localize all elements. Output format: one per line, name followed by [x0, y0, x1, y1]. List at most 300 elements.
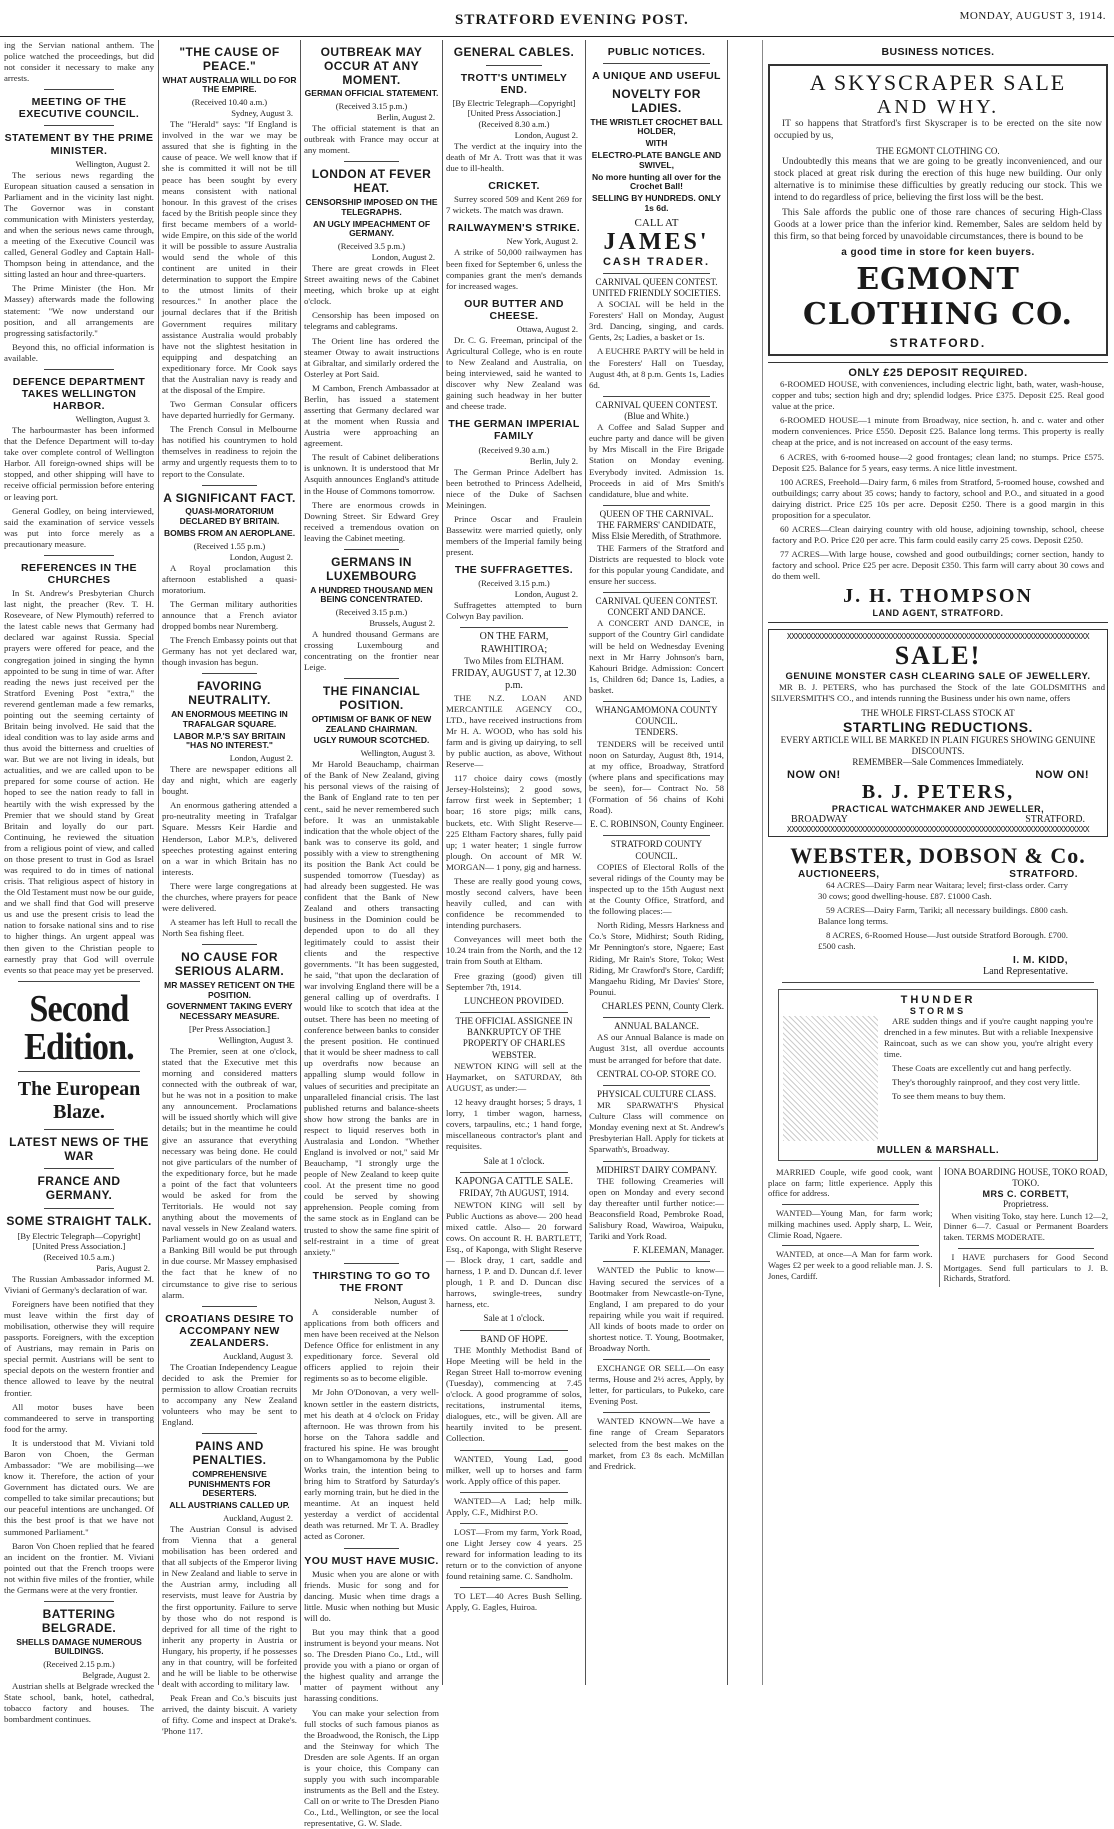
divider: [460, 1450, 568, 1451]
article-text: Beyond this, no official information is available.: [4, 341, 154, 363]
ad-note: LUNCHEON PROVIDED.: [464, 995, 564, 1006]
second-edition-banner: Second Edition.: [24, 987, 134, 1068]
classified-ad: I HAVE purchasers for Good Second Mortgages. Send full particulars to J. B. Richards, Stratford.: [943, 1251, 1108, 1284]
classified-ad: LOST—From my farm, York Road, one Light Jersey cow 4 years. 25 reward for information leading to its return or to the conviction of anyone found retaining same. C. Sandholm.: [446, 1526, 582, 1582]
ad-text: 8 ACRES, 6-Roomed House—Just outside Stratford Borough. £700. £500 cash.: [818, 929, 1068, 951]
small-ads-right: [939, 1167, 1109, 1287]
headline: FAVORING NEUTRALITY.: [188, 679, 271, 708]
divider: [603, 1412, 710, 1413]
ad-heading: A SKYSCRAPER SALE: [809, 70, 1067, 96]
headline: THE GERMAN IMPERIAL FAMILY: [448, 418, 580, 443]
divider: [202, 1433, 257, 1434]
divider: [603, 273, 710, 274]
received-time: (Received 10.5 a.m.): [43, 1251, 115, 1262]
now-on-label: NOW ON!: [787, 768, 841, 781]
firm-subtitle: [768, 869, 1108, 880]
ad-text: These are really good young cows, mostly second calvers, have been heavily culled, and can with confidence be recommended to intending purchasers.: [446, 875, 582, 931]
ad-subheading: CONCERT AND DANCE.: [607, 607, 706, 618]
ad-heading: THUNDER: [900, 993, 976, 1006]
received-time: (Received 3.15 p.m.): [335, 607, 408, 618]
ad-heading: CARNIVAL QUEEN CONTEST.: [595, 276, 718, 287]
divider: [202, 944, 257, 945]
divider: [958, 1248, 1095, 1249]
ad-text: NEWTON KING will sell at the Haymarket, on SATURDAY, 8th AUGUST, as under:—: [446, 1060, 582, 1094]
subheadline: SHELLS DAMAGE NUMEROUS BUILDINGS.: [16, 1636, 142, 1657]
headline-european-blaze: The European Blaze.: [17, 1077, 141, 1123]
subheadline: UGLY RUMOUR SCOTCHED.: [313, 735, 430, 746]
divider: [18, 981, 140, 982]
divider: [782, 1204, 919, 1205]
article-text: Mr Harold Beauchamp, chairman of the Bank of New Zealand, giving his personal views of the raising of the Bank of England rate to ten per cent., said he never remembered such before. It was an unmistakable indication that the whole object of the bank was to conserve its gold, and possibly with a view to strengthening its position the Bank Act could be suspended tomorrow (Tuesday) as had already been suggested. He was confident that the Bank of New Zealand and others transacting business in the Dominion could be depended upon to do all they legitimately could to assist their clients and the respective governments. "It has been suggested, he said, "that upon the declaration of war involving England there will be a general calling up of overdrafts. I would like to scotch that idea at the outset. There has been no meeting of conference between banks to consider the present position. He continued that it would be sheer madness to call up overdrafts now because an appalling slump would follow in values of securities and precipitate an unparalleled financial crisis. The last published returns and balance-sheets show how strong the banks are in respect to liquid reserves both in Australasia and London. "Whether England is involved or not," said Mr Beauchamp, "I strongly urge the people of New Zealand to keep quite cool. At the present time no good could be served by showing apprehension. People coming from the same stock as in England can be trusted to show the same fine spirit of self-restraint in a time of great anxiety.": [304, 759, 439, 1257]
ad-brand: B. J. PETERS,: [861, 780, 1015, 803]
ad-date: FRIDAY, AUGUST 7, at 12.30 p.m.: [451, 667, 577, 692]
ad-heading: QUEEN OF THE CARNIVAL.: [599, 508, 714, 519]
subheadline: CENSORSHIP IMPOSED ON THE TELEGRAPHS.: [305, 196, 438, 217]
dateline: Wellington, August 2.: [75, 158, 150, 169]
dateline: London, August 2.: [371, 252, 435, 263]
divider: [344, 161, 399, 162]
received-time: (Received 3.15 p.m.): [335, 101, 408, 112]
headline: BATTERING BELGRADE.: [41, 1606, 117, 1635]
dateline: Ottawa, August 2.: [516, 323, 578, 334]
article-text: Suffragettes attempted to burn Colwyn Bay pavilion.: [446, 600, 582, 622]
ad-heading: A UNIQUE AND USEFUL: [592, 70, 721, 83]
ad-text: COPIES of Electoral Rolls of the several ridings of the County may be inspected up to the 15th August next at the County Office, Stratford, and the following places:—: [589, 861, 724, 917]
divider: [44, 125, 114, 126]
ad-text: EVERY ARTICLE WILL BE MARKED IN PLAIN FIGURES SHOWING GENUINE DISCOUNTS.: [780, 734, 1096, 757]
headline: RAILWAYMEN'S STRIKE.: [447, 222, 581, 235]
article-text: The serious news regarding the European situation caused a sensation in Parliament and in the vicinity last night. The Governor was in constant communication with Ministers yesterday, and when the serious news came through, a meeting of the Executive Council was called, General Godley and Captain Hall-Thompson being in attendance, and the sitting lasted an hour and three-quarters.: [4, 169, 154, 280]
ad-subheading: GENUINE MONSTER CASH CLEARING SALE OF JEWELLERY.: [785, 671, 1091, 683]
ad-heading: BAND OF HOPE.: [480, 1333, 548, 1344]
headline: CRICKET.: [488, 180, 540, 193]
ad-text: THE WHOLE FIRST-CLASS STOCK AT: [861, 707, 1015, 718]
ad-list: 12 heavy draught horses; 5 drays, 1 lorry, 1 timber wagon, harness, covers, tarpaulins, etc.; 1 hand forge, miscellaneous contractor's plant and requisites.: [446, 1097, 582, 1152]
headline: THE FINANCIAL POSITION.: [322, 684, 421, 713]
divider: [460, 627, 568, 628]
ad-subheading: SELLING BY HUNDREDS. ONLY 1s 6d.: [592, 193, 721, 213]
divider: [202, 1306, 257, 1307]
headline: THIRSTING TO GO TO THE FRONT: [312, 1269, 431, 1294]
article-text: A hundred thousand Germans are crossing Luxembourg and concentrating on the frontier near Leige.: [304, 629, 439, 673]
headline: THE SUFFRAGETTES.: [454, 564, 574, 577]
article-text: Baron Von Choen replied that he feared an incident on the frontier. M. Viviani pointed out that the French troops were not within five miles of the frontier, while the Germans were at the very frontier.: [4, 1540, 154, 1595]
subheadline: ALL AUSTRIANS CALLED UP.: [169, 1500, 290, 1511]
dateline: Berlin, July 2.: [529, 455, 578, 466]
divider: [460, 1330, 568, 1331]
ad-subheading: (Blue and White.): [624, 410, 689, 421]
column-rule: [727, 40, 728, 1685]
subheadline: LABOR M.P.'S SAY BRITAIN "HAS NO INTEREST.": [173, 730, 286, 751]
article-text: The Austrian Consul is advised from Vienna that a general mobilisation has been ordered and that all subjects of the Emperor living in New Zealand and liable to serve in the Austrian army, including all reservists, must leave for Austria by the first opportunity. Failure to serve by those who do not respond is deprived for all time of the right to inherit any property in Austria or Hungary, his property, if he possesses any in that country, will be forfeited and he will be liable to be otherwise dealt with according to military law.: [162, 1524, 297, 1690]
firm-town: STRATFORD.: [1009, 868, 1078, 880]
article-text: The Premier, seen at one o'clock, stated that the Executive met this morning and considered matters connected with the outbreak of war, but he was not in a position to make any announcement. Proclamations will be issued shortly which will give details; but in the meantime he could give an assurance that everything necessary was being done. He could not give particulars of the number of the expeditionary force, but he made a point of the fact that volunteers would be asked for from the Territorials. He would not say anything about the movements of naval vessels in New Zealand waters. Parliament would go on as usual and a Banking Bill would be put through in due course. Mr Massey emphasised the fact that he knew of no circumstance to give rise to serious alarm.: [162, 1045, 297, 1300]
dateline: London, August 2.: [514, 129, 578, 140]
dateline: Wellington, August 3.: [360, 748, 435, 759]
ad-heading: STRATFORD COUNTY COUNCIL.: [610, 839, 703, 861]
divider: [44, 89, 114, 90]
received-time: (Received 8.30 a.m.): [478, 118, 550, 129]
ad-text: They's thoroughly rainproof, and they cost very little.: [892, 1077, 1080, 1088]
column-2: [162, 40, 297, 1737]
classified-ad: WANTED, at once—A Man for farm work. Wages £2 per week to a good reliable man. J. S. Jones, Cardiff.: [768, 1249, 933, 1281]
dateline: New York, August 2.: [506, 236, 578, 247]
article-text: A considerable number of applications from both officers and men have been received at the Nelson Defence Office for enlistment in any expeditionary force. Several old officers applied to rejoin their regiments so as to become eligible.: [304, 1306, 439, 1384]
address-right: STRATFORD.: [1025, 813, 1085, 825]
wire-credit: [By Electric Telegraph—Copyright] [United Press Association.]: [452, 97, 576, 118]
article-text: The harbourmaster has been informed that the Defence Department will to-day take over complete control of Wellington Harbor. All foreign-owned ships will be stopped, and other shipping will have to receive official permission before entering or leaving port.: [4, 425, 154, 502]
divider: [603, 1359, 710, 1360]
ad-text: NEWTON KING will sell by Public Auctions as above— 200 head mixed cattle. Also— 20 forward cows. On account R. H. BARTLETT, Esq., of Kaponga, with Slight Reserve— Block dray, 1 cart, saddle and harness, 1 P. and D. Duncan d.f. lever plough, 1 P. and D. Duncan disc harrows, swingle-trees, sundry harness, etc.: [446, 1199, 582, 1310]
ad-text: 6-ROOMED HOUSE, with conveniences, including electric light, bath, water, wash-house, copper and tubs; section high and dry; splendid lodges. Price £375. Deposit £25. Real good value at the price.: [772, 379, 1104, 412]
article-text: General Godley, on being interviewed, said the examination of service vessels was put into force merely as a precautionary measure.: [4, 505, 154, 549]
classified-ad: WANTED KNOWN—We have a fine range of Cream Separators selected from the best makes on the market, from £3 8s each. McMillan and Fredrick.: [589, 1416, 724, 1471]
divider: [603, 1261, 710, 1262]
article-text: The French Consul in Melbourne has notified his countrymen to hold themselves in readiness to rejoin the army and urgently requests them to to report to the Consulate.: [162, 424, 297, 479]
ad-text: A Coffee and Salad Supper and euchre party and dance will be given by Mrs Miscall in the Fire Brigade Station on Monday evening. Everybody invited. Admission 1s. Proceeds in aid of Mrs Smith's candidature, blue and white.: [589, 422, 724, 499]
ad-list: 117 choice dairy cows (mostly Jersey-Holsteins); 2 good sows, farrow first week in September; 1 boar; 16 store pigs; milk cans, buckets, etc. With Slight Reserve— 225 Eltham Factory shares, fully paid up; 1 water heater; 1 single furrow plough. On account of MR W. MORGAN— 1 pony, gig and harness.: [446, 773, 582, 872]
subheadline: OPTIMISM OF BANK OF NEW ZEALAND CHAIRMAN.: [311, 713, 432, 734]
newspaper-title: STRATFORD EVENING POST.: [455, 12, 689, 28]
ad-subheading: Two Miles from ELTHAM.: [464, 656, 564, 667]
column-4: [446, 40, 582, 1685]
article-text: Peak Frean and Co.'s biscuits just arrived, the dainty biscuit. A variety of fifty. Come and inspect at Drake's. 'Phone 117.: [162, 1693, 297, 1737]
headline: "THE CAUSE OF PEACE.": [179, 45, 280, 73]
received-time: (Received 3.5 p.m.): [337, 241, 406, 252]
article-text: Two German Consular officers have departed hurriedly for Germany.: [162, 399, 297, 421]
ad-heading: THE OFFICIAL ASSIGNEE IN BANKRUPTCY OF THE PROPERTY OF CHARLES WEBSTER.: [455, 1015, 573, 1060]
headline: A SIGNIFICANT FACT.: [163, 490, 296, 505]
ad-subheading: Miss Elsie Meredith, of Strathmore.: [591, 531, 722, 542]
ad-signature: E. C. ROBINSON, County Engineer.: [590, 819, 724, 830]
subheadline: AN UGLY IMPEACHMENT OF GERMANY.: [312, 218, 431, 239]
ad-subheading: UNITED FRIENDLY SOCIETIES.: [592, 287, 721, 298]
ad-thompson: [768, 362, 1108, 623]
divider: [782, 1245, 919, 1246]
ad-heading: ANNUAL BALANCE.: [614, 1021, 699, 1032]
dateline: Belgrade, August 2.: [82, 1670, 150, 1681]
divider: [486, 65, 542, 66]
article-text: An enormous gathering attended a pro-neutrality meeting in Trafalgar Square. Messrs Keir Hardie and Henderson, Labor M.P.'s, delivered speeches protesting against entering on a war in which Britain has no interests.: [162, 800, 297, 877]
dateline: Paris, August 2.: [96, 1262, 150, 1273]
article-text: There are enormous crowds in Downing Street. Sir Edward Grey received a tremendous ovation on leaving the Cabinet meeting.: [304, 499, 439, 543]
wire-credit: [By Electric Telegraph—Copyright] [United Press Association.]: [17, 1230, 141, 1251]
ad-date: FRIDAY, 7th AUGUST, 1914.: [459, 1188, 569, 1199]
ad-text: THE Farmers of the Stratford and Districts are requested to block vote for this popular young Candidate, and ensure her success.: [589, 542, 724, 586]
dateline: London, August 2.: [514, 589, 578, 600]
ad-signature: Land Representative.: [983, 965, 1068, 977]
ad-signature: CHARLES PENN, County Clerk.: [601, 1000, 724, 1011]
article-text: There were large congregations at the churches, where prayers for peace were delivered.: [162, 880, 297, 914]
ad-company: THE EGMONT CLOTHING CO.: [876, 146, 1000, 156]
classified-ad: EXCHANGE OR SELL—On easy terms, House and 2½ acres, Apply, by letter, for particulars, to Pukeko, care Evening Post.: [589, 1363, 724, 1407]
ad-text: 64 ACRES—Dairy Farm near Waitara; level; first-class order. Carry 30 cows; good dwelling-house. £87. £1000 Cash.: [818, 879, 1068, 901]
article-text: There are great crowds in Fleet Street awaiting news of the Cabinet meeting, which broke up at eight o'clock.: [304, 263, 439, 307]
article-text: A strike of 50,000 railwaymen has been fixed for September 6, unless the companies grant the men's demands for increased wages.: [446, 247, 582, 291]
ad-heading: KAPONGA CATTLE SALE.: [454, 1175, 574, 1187]
article-text: The German Prince Adelbert has been betrothed to Princess Adelheid, niece of the Duke of Sachsen Meiningen.: [446, 466, 582, 510]
ad-text: A EUCHRE PARTY will be held in the Foresters' Hall on Tuesday, August 4th, at 8 p.m. Gents 1s, Ladies 6d.: [589, 346, 724, 390]
dateline: Auckland, August 2.: [223, 1513, 293, 1524]
wire-credit: [Per Press Association.]: [189, 1023, 270, 1034]
divider: [603, 63, 710, 64]
column-3: [304, 40, 439, 1829]
article-text: The Russian Ambassador informed M. Viviani of Germany's declaration of war.: [4, 1273, 154, 1295]
divider: [460, 1523, 568, 1524]
column-rule: [585, 40, 586, 1685]
subheadline: MR MASSEY RETICENT ON THE POSITION.: [164, 979, 295, 1000]
ad-subheading: LAND AGENT, STRATFORD.: [872, 608, 1004, 619]
ad-brand: WEBSTER, DOBSON & Co.: [790, 842, 1086, 868]
ad-text: TENDERS will be received until noon on Saturday, August 8th, 1914, at my office, Broadway, Stratford (where plans and specifications may be seen), for— Contract No. 58 (Formation of 56 chains of Kohi Road).: [589, 738, 724, 816]
article-text: Music when you are alone or with friends. Music for song and for dancing. Music when time drags a little. Music when nothing but Music will do.: [304, 1568, 439, 1623]
ad-brand: CASH TRADER.: [602, 255, 711, 268]
ad-webster-dobson: [768, 843, 1108, 977]
headline: OUR BUTTER AND CHEESE.: [464, 297, 564, 322]
subheadline: A HUNDRED THOUSAND MEN BEING CONCENTRATED.: [310, 584, 433, 605]
divider: [44, 1208, 114, 1209]
ad-text: THE following Creameries will open on Monday and every second day thereafter until further notice:— Beaconsfield Road, Pembroke Road, Salisbury Road, Wawiroa, Waipuku, Tariki and York Road.: [589, 1175, 724, 1242]
column-1: [4, 40, 154, 1725]
dateline: Brussels, August 2.: [369, 618, 435, 629]
article-text: In St. Andrew's Presbyterian Church last night, the preacher (Rev. T. H. Roseveare, of New Plymouth) referred to the latest cable news that Germany had declared war against Russia. Special prayers were offered for peace, and the congregation joined in singing the hymn appointed to be sung in time of war. After reading the news just received per the Stratford Evening Post "extra," the reverend gentleman made a few remarks, pointing out the seeming certainty of Britain being involved. He said that the ideal condition was to lay aside arms and thus avoid the bitterness and cruelties of war. But we are not living in ideals, but actualities, and we are called upon to be prepared for some course of action. He hoped to see the nation ready to fall in heartily with the wish expressed by the Premier that we should stand by Great Britain and loyally do our part. Continuing, he reviewed the situation from a religious point of view, and called on those present to trust in God as Israel was required to do in times of national crisis. That religious aspect of history in the Old Testament must now be our guide, and we shall find that God will preserve us and use the present crisis to lead the nation to forsake national sins and to rise to higher things. An urgent appeal was then given to the Christian people to earnestly pray that God will overrule events so that peace may yet be preserved.: [4, 588, 154, 975]
received-time: (Received 10.40 a.m.): [191, 97, 268, 108]
received-time: (Received 9.30 a.m.): [478, 444, 550, 455]
column-rule: [300, 40, 301, 1685]
classified-ad: WANTED the Public to know— Having secured the services of a Bootmaker from Newcastle-on-Tyne, England, I am prepared to do your repairing while you wait if required. All kinds of boots made to order on shortest notice. T. Young, Bootmaker, Broadway North.: [589, 1265, 724, 1354]
ad-subheading: PRACTICAL WATCHMAKER AND JEWELLER,: [831, 803, 1045, 814]
headline: LATEST NEWS OF THE WAR: [9, 1134, 149, 1163]
ad-thunder-storms: [778, 989, 1098, 1161]
ad-town: STRATFORD.: [889, 336, 987, 351]
headline: GENERAL CABLES.: [453, 45, 575, 59]
ad-subheading: Proprietress.: [1003, 1199, 1049, 1210]
article-text: The Croatian Independency League decided to ask the Premier for permission to allow Croatian recruits to accompany any New Zealand volunteers who may be sent to England.: [162, 1361, 297, 1428]
ad-brand: J. H. THOMPSON: [843, 585, 1033, 608]
column-5: [589, 40, 724, 1685]
ad-heading: IONA BOARDING HOUSE, TOKO ROAD, TOKO.: [944, 1166, 1108, 1189]
divider: [603, 396, 710, 397]
ad-heading: MIDHIRST DAIRY COMPANY.: [596, 1164, 717, 1175]
article-text: Foreigners have been notified that they must leave within the first day of mobilisation, otherwise they will require passports. Foreigners, with the exception of Austrians, may remain in Paris on special permit. Austrians will be sent to special depots on the western frontier and thence allowed to leave by the neutral frontier.: [4, 1298, 154, 1398]
subheadline: AN ENORMOUS MEETING IN TRAFALGAR SQUARE.: [171, 709, 288, 729]
ad-text: When visiting Toko, stay here. Lunch 12—2, Dinner 6—7. Casual or Permanent Boarders taken. TERMS MODERATE.: [943, 1210, 1108, 1243]
dateline: Berlin, August 2.: [376, 112, 435, 123]
article-text: The official statement is that an outbreak with France may occur at any moment.: [304, 123, 439, 156]
divider: [344, 678, 399, 679]
ad-text: REMEMBER—Sale Commences Immediately.: [852, 757, 1024, 768]
headline: MEETING OF THE EXECUTIVE COUNCIL.: [18, 96, 140, 121]
article-text: The Orient line has ordered the steamer Otway to await instructions at Gibraltar, and similarly ordered the Osterley at Port Said.: [304, 335, 439, 379]
ad-subheading: THE WRISTLET CROCHET BALL HOLDER,: [590, 116, 723, 137]
ad-text: IT so happens that Stratford's first Skyscraper is to be erected on the site now occupied by us,: [774, 119, 1102, 142]
ad-text: 6 ACRES, with 6-roomed house—2 good frontages; clean land; no stumps. Price £575. Deposit £25. Balance for 5 years, easy terms. A nice little investment.: [772, 451, 1104, 473]
divider: [603, 1017, 710, 1018]
divider: [603, 835, 710, 836]
now-on-label: NOW ON!: [1035, 768, 1089, 781]
small-ads-grid: [768, 1167, 1108, 1287]
divider: [344, 549, 399, 550]
headline: TROTT'S UNTIMELY END.: [460, 71, 568, 96]
classified-ad: WANTED, Young Lad, good milker, well up to horses and farm work. Apply office of this paper.: [446, 1453, 582, 1486]
masthead: [0, 0, 1114, 38]
ad-text: THE N.Z. LOAN AND MERCANTILE AGENCY CO., LTD., have received instructions from Mr H. A. WOOD, who has sold his farm and is giving up dairying, to sell by public auction, as above, Without Reserve—: [446, 692, 582, 770]
classified-ad: MARRIED Couple, wife good cook, want place on farm; little experience. Apply this office for address.: [768, 1166, 933, 1199]
section-title: BUSINESS NOTICES.: [881, 46, 995, 58]
column-rule: [762, 40, 763, 1685]
headline: REFERENCES IN THE CHURCHES: [21, 561, 137, 586]
ad-heading: AND WHY.: [876, 96, 1000, 119]
border-ornament: XXXXXXXXXXXXXXXXXXXXXXXXXXXXXXXXXXXXXXXXXXXXXXXXXXXXXXXXXXXXXXXXXXXXXX: [786, 632, 1090, 642]
ad-brand: JAMES': [603, 228, 710, 255]
ad-text: AS our Annual Balance is made on August 31st, all overdue accounts must be arranged for before that date.: [589, 1032, 724, 1065]
article-text: All motor buses have been commandeered to serve in transporting food for the army.: [4, 1401, 154, 1434]
ad-subheading: a good time in store for keen buyers.: [841, 247, 1035, 259]
ad-text: Undoubtedly this means that we are going to be greatly inconvenienced, and our stock placed at great risk during the erection of this huge new building. Our only alternative is to minimise these difficulties by greatly reducing our stock. This we intend to do regardless of price, believing the first loss will be the best.: [774, 157, 1102, 204]
ad-text: 100 ACRES, Freehold—Dairy farm, 6 miles from Stratford, 5-roomed house, cowshed and outbuildings; carry about 35 cows; handy to factory, school and P.O., and situated in a good dairying district. Price £25 10s per acre. Deposit £250. There is a good margin in this proposition for a speculator.: [772, 476, 1104, 520]
firm-role: AUCTIONEERS,: [798, 868, 880, 880]
divider: [18, 1071, 140, 1072]
divider: [44, 369, 114, 370]
article-text: It is understood that M. Viviani told Baron von Choen, the German Ambassador: "We are mobilising—we know it. Therefore, the action of your Government has dictated ours. We are compelled to take similar precautions; but our peaceful intentions are unchanged. Of this the best proof is that we have not summoned Parliament.": [4, 1437, 154, 1537]
article-text: But you may think that a good instrument is beyond your means. Not so. The Dresden Piano Co., Ltd., will provide you with a piano or organ of the highest quality and arrange the matter of payment without any harassing conditions.: [304, 1626, 439, 1704]
article-text: M Cambon, French Ambassador at Berlin, has issued a statement asserting that Germany declared war at the moment when Russia and Austria were approaching an agreement.: [304, 382, 439, 449]
ad-signature: I. M. KIDD,: [1013, 954, 1068, 966]
ad-peters-sale: [768, 629, 1108, 836]
dateline: Sydney, August 3.: [231, 108, 293, 119]
ad-subheading: CALL AT: [634, 216, 679, 229]
headline: STATEMENT BY THE PRIME MINISTER.: [4, 132, 154, 157]
ad-text: These Coats are excellently cut and hang perfectly.: [892, 1063, 1072, 1074]
divider: [202, 673, 257, 674]
ad-subheading: MRS C. CORBETT,: [982, 1189, 1069, 1200]
ad-subheading: TENDERS.: [635, 727, 678, 738]
ad-note: Sale at 1 o'clock.: [483, 1155, 545, 1166]
article-text: Prince Oscar and Fraulein Bassewitz were married quietly, only members of the Imperial family being present.: [446, 513, 582, 558]
dateline: Wellington, August 3.: [75, 414, 150, 425]
dateline: Nelson, August 3.: [374, 1295, 435, 1306]
border-ornament: XXXXXXXXXXXXXXXXXXXXXXXXXXXXXXXXXXXXXXXXXXXXXXXXXXXXXXXXXXXXXXXXXXXXXX: [786, 824, 1090, 834]
ad-text: To see them means to buy them.: [892, 1091, 1006, 1102]
ad-heading: CARNIVAL QUEEN CONTEST.: [595, 399, 718, 410]
masthead-rule: [0, 36, 1114, 37]
divider: [202, 485, 257, 486]
subheadline: QUASI-MORATORIUM DECLARED BY BRITAIN.: [179, 506, 280, 527]
ad-brand: EGMONT CLOTHING CO.: [803, 262, 1073, 333]
ad-heading: STORMS: [909, 1005, 967, 1016]
ad-heading: WHANGAMOMONA COUNTY COUNCIL.: [595, 704, 718, 727]
headline: GERMANS IN LUXEMBOURG: [326, 554, 417, 583]
ad-heading: ON THE FARM, RAWHITIROA;: [479, 631, 549, 655]
divider: [603, 505, 710, 506]
ad-text: Conveyances will meet both the 10.24 train from the North, and the 12 train from South at Eltham.: [446, 934, 582, 967]
section-title: PUBLIC NOTICES.: [607, 46, 706, 58]
subheadline: BOMBS FROM AN AEROPLANE.: [163, 527, 296, 538]
divider: [603, 1161, 710, 1162]
headline: DEFENCE DEPARTMENT TAKES WELLINGTON HARBOR.: [12, 375, 146, 413]
divider: [44, 1601, 114, 1602]
article-text: A Royal proclamation this afternoon established a quasi-moratorium.: [162, 562, 297, 595]
article-text: Mr John O'Donovan, a very well-known settler in the eastern districts, met his death at 4 o'clock on Friday afternoon. He was thrown from his horse on the Tahora saddle and fractured his spine. He was brought on to Whangamomona by the Public Works train, the intention being to bring him to Stratford by Saturday's early morning train, but he died in the meantime. At an inquest held yesterday a verdict of accidental death was returned. Mr T. A. Bradley acted as Coroner.: [304, 1387, 439, 1542]
ad-text: MR SPARWATH'S Physical Culture Class will commence on Monday evening next at St. Andrew's Presbyterian Hall. Apply for tickets at Sparwath's, Broadway.: [589, 1100, 724, 1155]
classified-ad: TO LET—40 Acres Bush Selling. Apply, G. Eagles, Huiroa.: [446, 1591, 582, 1613]
headline: NO CAUSE FOR SERIOUS ALARM.: [174, 950, 285, 979]
headline: LONDON AT FEVER HEAT.: [311, 167, 432, 196]
column-rule: [442, 40, 443, 1685]
article-text: Censorship has been imposed on telegrams and cablegrams.: [304, 310, 439, 332]
article-text: Austrian shells at Belgrade wrecked the State school, bank, hotel, cathedral, tobacco factory and houses. The bombardment continues.: [4, 1681, 154, 1725]
ad-heading: ONLY £25 DEPOSIT REQUIRED.: [848, 367, 1028, 380]
ad-text: 59 ACRES—Dairy Farm, Tariki; all necessary buildings. £800 cash. Balance long terms.: [818, 904, 1068, 926]
ad-text: North Riding, Messrs Harkness and Co.'s Store, Midhirst; South Riding, Mr Pennington's store, Ngaere; East Riding, Mr Rain's Store, Toko; West Riding, Mr Crawford's Store, Cardiff; Mangaehu Riding, Mr Davies' Store, Pounui.: [589, 920, 724, 997]
ad-subheading: WITH: [645, 138, 668, 149]
ad-note: Sale at 1 o'clock.: [483, 1313, 545, 1324]
now-on-row: [771, 769, 1105, 781]
headline: PAINS AND PENALTIES.: [192, 1439, 267, 1468]
article-text: ing the Servian national anthem. The police watched the proceedings, but did not consider it necessary to make any arrests.: [4, 40, 154, 84]
headline: SOME STRAIGHT TALK.: [6, 1213, 152, 1228]
dateline: London, August 2.: [229, 551, 293, 562]
classified-ad: WANTED—Young Man, for farm work; milking machines used. Apply sharp, L. Weir, Climie Road, Ngaere.: [768, 1208, 933, 1240]
ad-text: THE Monthly Methodist Band of Hope Meeting will be held in the Regan Street Hall to-morrow evening (Tuesday), commencing at 7.45 o'clock. A good programme of solos, recitations, instrumental items, dialogues, etc., will be given. All are heartily invited to be present. Collection.: [446, 1344, 582, 1444]
divider: [460, 1012, 568, 1013]
ad-heading: NOVELTY FOR LADIES.: [612, 87, 701, 115]
divider: [344, 1548, 399, 1549]
article-text: The result of Cabinet deliberations is unknown. It is understood that Mr Asquith announces England's attitude in the House of Commons tomorrow.: [304, 452, 439, 496]
raincoat-illustration: [783, 1016, 878, 1141]
subheadline: GOVERNMENT TAKING EVERY NECESSARY MEASURE.: [166, 1001, 293, 1022]
divider: [44, 1168, 114, 1169]
column-business: [768, 40, 1108, 1685]
subheadline: GERMAN OFFICIAL STATEMENT.: [304, 88, 439, 99]
received-time: (Received 2.15 p.m.): [43, 1659, 115, 1670]
ad-signature: F. KLEEMAN, Manager.: [632, 1245, 724, 1256]
received-time: (Received 3.15 p.m.): [478, 578, 550, 589]
divider: [460, 1172, 568, 1173]
ad-heading: CARNIVAL QUEEN CONTEST.: [595, 595, 718, 606]
article-text: The Prime Minister (the Hon. Mr Massey) afterwards made the following statement: "We now understand our position, and all arrangements are progressing satisfactorily.": [4, 283, 154, 338]
address-row: [771, 814, 1105, 825]
divider: [603, 1085, 710, 1086]
dateline: Auckland, August 3.: [223, 1350, 293, 1361]
address-left: BROADWAY: [791, 813, 848, 825]
ad-text: ARE sudden things and if you're caught napping you're drenched in a few minutes. But with a reliable Inexpensive Raincoat, such as we can show you, you're alright every time.: [884, 1015, 1093, 1060]
ad-text: 60 ACRES—Clean dairying country with old house, adjoining township, school, cheese factory and P.O. Price £20 per acre. This farm could easily carry 25 cows. Deposit £250.: [772, 523, 1104, 546]
article-text: You can make your selection from full stocks of such famous pianos as the Broadwood, the Ronisch, the Lipp and the Steinway for which The Dresden are sole Agents. If an organ is your choice, this Company can supply you with such incomparable instruments as the Bell and the Estey. Call on or write to The Dresden Piano Co., Ltd., Wellington, or see the local representative, G. W. Slade.: [304, 1707, 439, 1829]
ad-heading: SALE!: [894, 641, 982, 671]
ad-signature: CENTRAL CO-OP. STORE CO.: [596, 1068, 717, 1079]
ad-text: A CONCERT AND DANCE, in support of the Country Girl candidate will be held on Wednesday Evening next in Mr Harry Johnson's barn, Kahouri Bridge. Admission: Concert 1s, Children 6d; Dance 1s, Ladies, a basket.: [589, 618, 724, 695]
article-text: The verdict at the inquiry into the death of Mr A. Trott was that it was due to ill-health.: [446, 140, 582, 174]
issue-date: MONDAY, AUGUST 3, 1914.: [959, 10, 1106, 22]
divider: [603, 592, 710, 593]
headline: YOU MUST HAVE MUSIC.: [304, 1554, 439, 1567]
ad-heading: STARTLING REDUCTIONS.: [843, 718, 1033, 735]
small-ads-left: [768, 1167, 933, 1287]
classified-ad: WANTED—A Lad; help milk. Apply, C.F., Midhirst P.O.: [446, 1495, 582, 1517]
article-text: The "Herald" says: "If England is involved in the war we may be assured that she is fighting in the cause of peace. We well know that if she is committed it will not be till peace has been sought by every means consistent with national honour. In this gravest of the crises faced by the British people since they first became members of a world-wide Empire, on this side of the world it will be possible to assure Australia would send the whole of this continent are united in their determination to support the Empire to the utmost limits of their resources." In another place the journal declares that if the British Government requires military assistance Australia would probably have not the slightest hesitation in equipping and despatching an expeditionary force. Mr Cook says that the Australian navy is ready and at the disposal of the Empire.: [162, 119, 297, 395]
ad-subheading: ELECTRO-PLATE BANGLE AND SWIVEL,: [591, 150, 722, 170]
subheadline: WHAT AUSTRALIA WILL DO FOR THE EMPIRE.: [162, 74, 297, 95]
headline: CROATIANS DESIRE TO ACCOMPANY NEW ZEALANDERS.: [165, 1312, 294, 1349]
article-text: Dr. C. G. Freeman, principal of the Agricultural College, who is en route to New Zealand and Australia, on being interviewed, said he wanted to discover why New Zealand was gaining such headway in her butter and cheese trade.: [446, 334, 582, 412]
dateline: London, August 2.: [229, 753, 293, 764]
column-rule: [158, 40, 159, 1685]
divider: [44, 1129, 114, 1130]
ad-text: A SOCIAL will be held in the Foresters' Hall on Monday, August 3rd. Dancing, singing, and cards. Gents, 2s; Ladies, a basket or 1s.: [589, 299, 724, 343]
headline: OUTBREAK MAY OCCUR AT ANY MOMENT.: [320, 45, 423, 87]
ad-text: 6-ROOMED HOUSE—1 minute from Broadway, nice section, h. and c. water and other modern conveniences. Price £550. Deposit £25. Balance long terms. This property is really cheap at the price, and is not increased on account of the easy terms.: [772, 415, 1104, 448]
